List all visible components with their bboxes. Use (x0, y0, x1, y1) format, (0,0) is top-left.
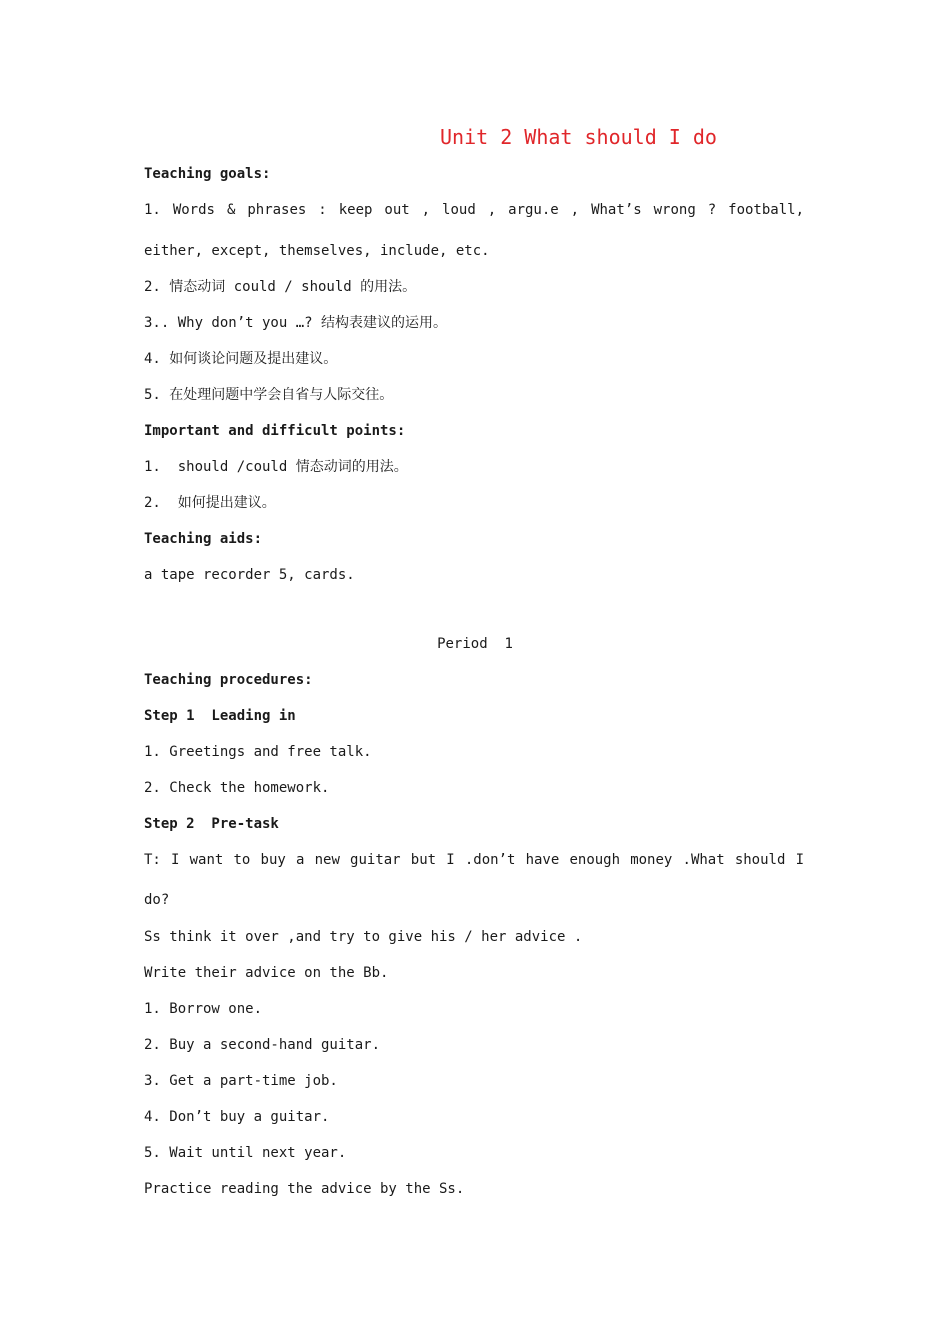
advice-3: 3. Get a part-time job. (144, 1073, 338, 1089)
advice-2: 2. Buy a second-hand guitar. (144, 1037, 381, 1053)
goal-4: 4. 如何谈论问题及提出建议。 (144, 351, 338, 367)
step-1-item-1: 1. Greetings and free talk. (144, 744, 372, 760)
goal-5: 5. 在处理问题中学会自省与人际交往。 (144, 387, 394, 403)
teacher-line-1: T: I want to buy a new guitar but I .don’t have enough money .What should I (144, 852, 804, 868)
important-points-heading: Important and difficult points: (144, 423, 406, 439)
point-1: 1. should /could 情态动词的用法。 (144, 459, 408, 475)
teacher-line-2: do? (144, 892, 170, 908)
teaching-procedures-heading: Teaching procedures: (144, 672, 313, 688)
write-line: Write their advice on the Bb. (144, 965, 389, 981)
practice-line: Practice reading the advice by the Ss. (144, 1181, 465, 1197)
step-1-heading: Step 1 Leading in (144, 708, 296, 724)
advice-5: 5. Wait until next year. (144, 1145, 347, 1161)
students-line: Ss think it over ,and try to give his / her advice . (144, 929, 583, 945)
teaching-aids-heading: Teaching aids: (144, 531, 263, 547)
period-heading: Period 1 (437, 636, 513, 652)
goal-3: 3.. Why don’t you …? 结构表建议的运用。 (144, 315, 448, 331)
step-1-item-2: 2. Check the homework. (144, 780, 330, 796)
document-title: Unit 2 What should I do (440, 125, 717, 149)
goal-2: 2. 情态动词 could / should 的用法。 (144, 279, 417, 295)
teaching-aids-text: a tape recorder 5, cards. (144, 567, 355, 583)
advice-4: 4. Don’t buy a guitar. (144, 1109, 330, 1125)
step-2-heading: Step 2 Pre-task (144, 816, 279, 832)
advice-1: 1. Borrow one. (144, 1001, 263, 1017)
point-2: 2. 如何提出建议。 (144, 495, 276, 511)
goal-1-line-1: 1. Words & phrases : keep out , loud , argu.e , What’s wrong ? football, (144, 202, 804, 218)
goal-1-line-2: either, except, themselves, include, etc. (144, 243, 490, 259)
teaching-goals-heading: Teaching goals: (144, 166, 271, 182)
